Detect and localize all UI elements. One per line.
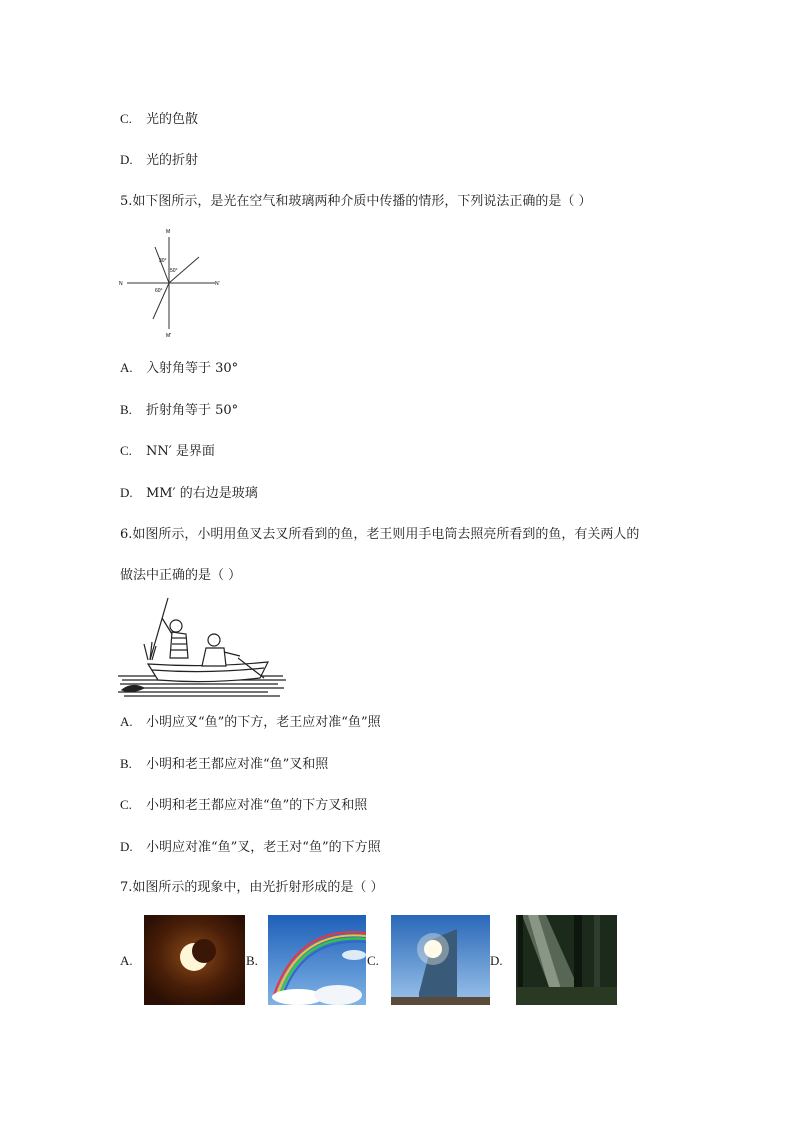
ray-upper-left <box>155 247 169 283</box>
q5-option-c <box>120 443 215 460</box>
angle-30-label: 30° <box>159 258 167 264</box>
option-text: 折射角等于 50° <box>146 403 239 418</box>
q5-option-a <box>120 360 238 377</box>
building-reflection-photo <box>391 915 490 1005</box>
q6-option-a <box>120 714 381 731</box>
angle-50-label: 50° <box>170 268 178 274</box>
option-text: 小明应对准“鱼”叉，老王对“鱼”的下方照 <box>146 840 381 855</box>
q6-boat-fishing-illustration <box>118 596 288 700</box>
option-letter: B. <box>120 402 132 417</box>
rainbow-photo <box>268 915 366 1005</box>
forest-light-rays-photo <box>516 915 617 1005</box>
option-text: 小明和老王都应对准“鱼”叉和照 <box>146 757 329 772</box>
option-text: 小明和老王都应对准“鱼”的下方叉和照 <box>146 798 368 813</box>
option-letter: C. <box>120 443 132 458</box>
eclipse-photo <box>144 915 245 1005</box>
q7-stem: 7.如图所示的现象中，由光折射形成的是（ ） <box>120 880 384 895</box>
option-text: 小明应叉“鱼”的下方，老王应对准“鱼”照 <box>146 715 381 730</box>
option-text: 光的折射 <box>146 153 199 168</box>
q7-choice-c-label: C. <box>367 953 379 968</box>
q6-option-d <box>120 839 381 856</box>
q6-option-c <box>120 797 367 814</box>
option-letter: B. <box>120 756 132 771</box>
option-letter: A. <box>120 360 133 375</box>
q5-option-b <box>120 402 238 419</box>
q5-light-diagram <box>115 225 225 340</box>
option-c-prev <box>120 111 198 128</box>
option-text: 入射角等于 30° <box>146 361 239 376</box>
angle-60-label: 60° <box>155 288 163 294</box>
option-letter: C. <box>120 797 132 812</box>
option-text: MM′ 的右边是玻璃 <box>146 486 258 501</box>
option-d-prev <box>120 152 198 169</box>
option-text: NN′ 是界面 <box>146 444 215 459</box>
option-letter: D. <box>120 152 133 167</box>
q6-option-b <box>120 756 328 773</box>
q6-stem-line2: 做法中正确的是（ ） <box>120 568 242 583</box>
q6-stem-line1: 6.如图所示，小明用鱼叉去叉所看到的鱼，老王则用手电筒去照亮所看到的鱼，有关两人的 <box>120 527 640 542</box>
label-bottom: M' <box>166 333 172 339</box>
q7-choice-b-label: B. <box>246 953 258 968</box>
option-text: 光的色散 <box>146 112 199 127</box>
option-letter: D. <box>120 839 133 854</box>
option-letter: A. <box>120 714 133 729</box>
q5-option-d <box>120 485 258 502</box>
option-letter: C. <box>120 111 132 126</box>
label-right: N' <box>215 281 220 287</box>
option-letter: D. <box>120 485 133 500</box>
q7-choice-a-label: A. <box>120 953 133 968</box>
q5-stem: 5.如下图所示，是光在空气和玻璃两种介质中传播的情形，下列说法正确的是（ ） <box>120 194 592 209</box>
q7-choice-d-label: D. <box>490 953 503 968</box>
label-left: N <box>119 281 123 287</box>
label-top: M <box>166 229 171 235</box>
